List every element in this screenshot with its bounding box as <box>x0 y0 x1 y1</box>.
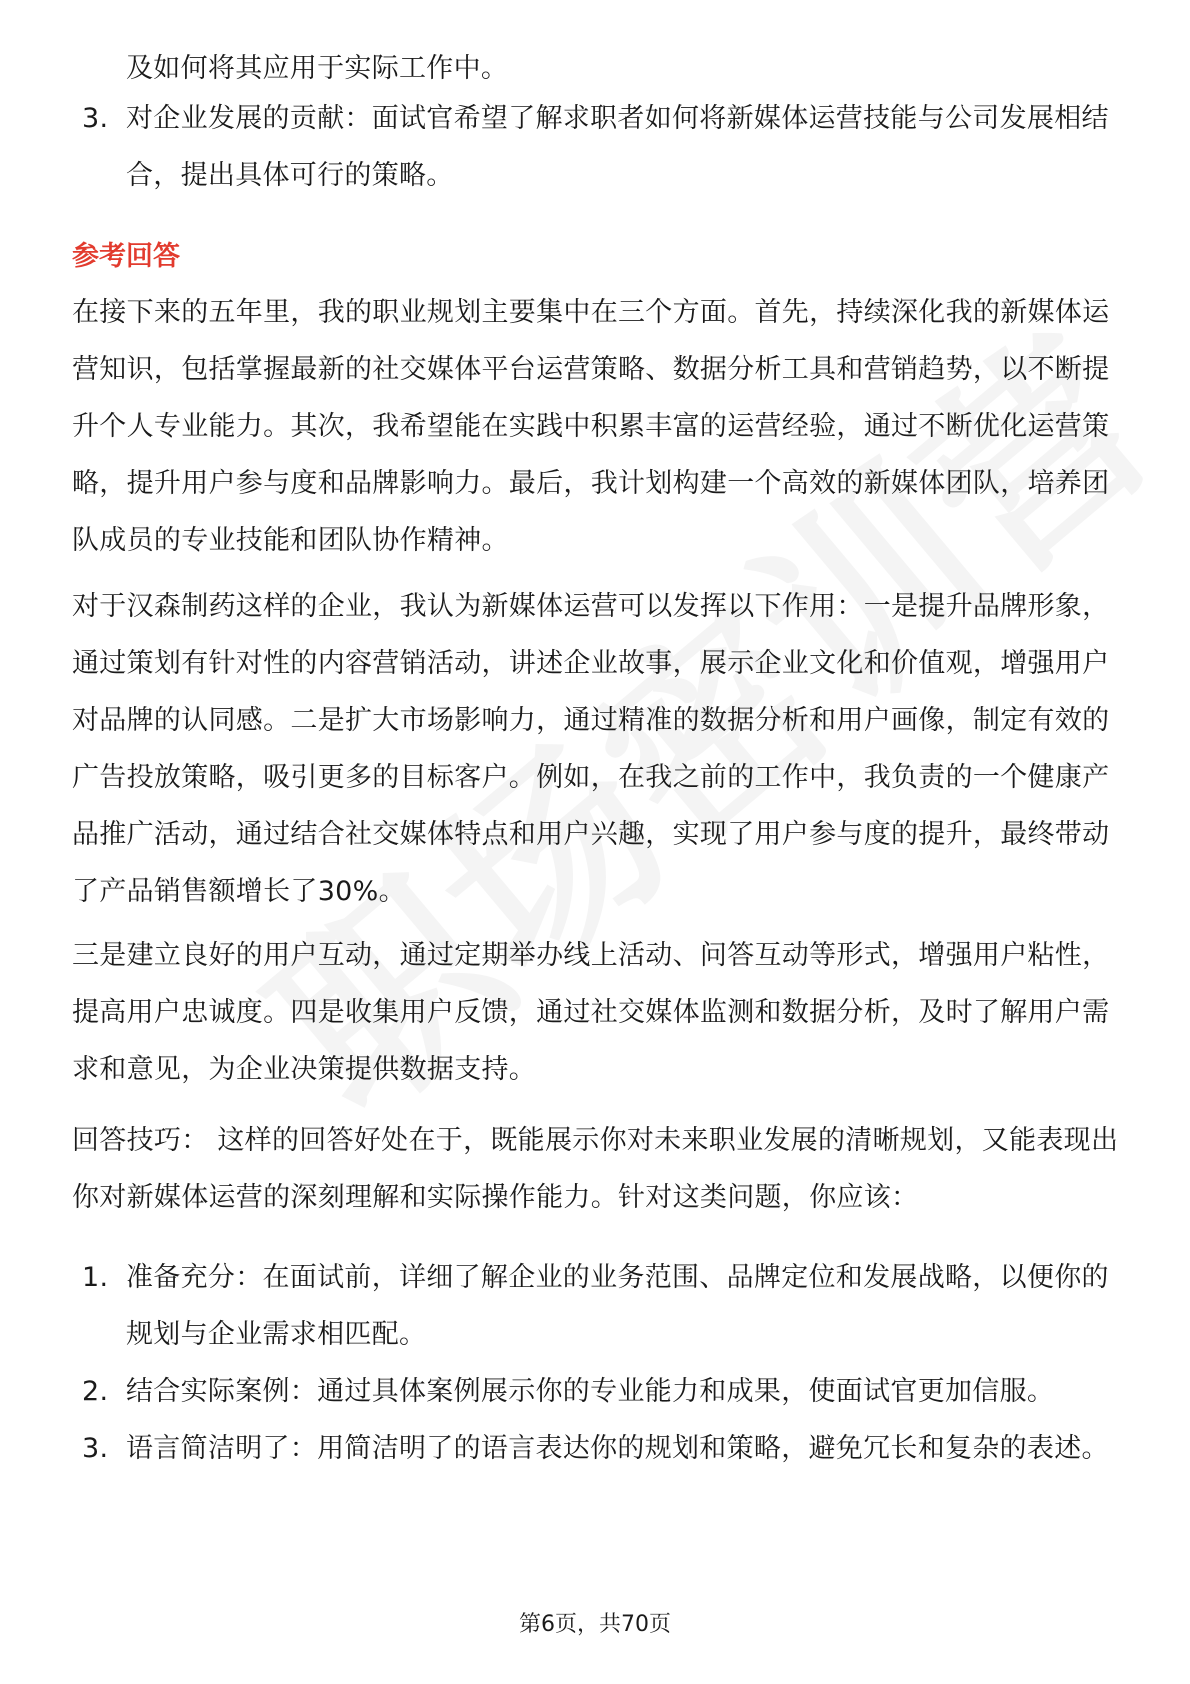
list-number: 1. <box>82 1262 109 1293</box>
question-points-list <box>82 90 1132 204</box>
answer-paragraph-2: 对于汉森制药这样的企业，我认为新媒体运营可以发挥以下作用：一是提升品牌形象，通过策划有针对性的内容营销活动，讲述企业故事，展示企业文化和价值观，增强用户对品牌的认同感。二是扩大市场影响力，通过精准的数据分析和用户画像，制定有效的广告投放策略，吸引更多的目标客户。例如，在我之前的工作中，我负责的一个健康产品推广活动，通过结合社交媒体特点和用户兴趣，实现了用户参与度的提升，最终带动了产品销售额增长了30%。 <box>72 591 1110 907</box>
answer-paragraph-3: 三是建立良好的用户互动，通过定期举办线上活动、问答互动等形式，增强用户粘性，提高用户忠诚度。四是收集用户反馈，通过社交媒体监测和数据分析，及时了解用户需求和意见，为企业决策提供数据支持。 <box>72 940 1110 1085</box>
continuation-line: 及如何将其应用于实际工作中。 <box>126 53 509 84</box>
list-number: 3. <box>82 103 109 134</box>
tips-intro-paragraph: 回答技巧： 这样的回答好处在于，既能展示你对未来职业发展的清晰规划，又能表现出你对新媒体运营的深刻理解和实际操作能力。针对这类问题，你应该： <box>72 1125 1119 1213</box>
list-item <box>82 1363 1132 1420</box>
list-text: 语言简洁明了：用简洁明了的语言表达你的规划和策略，避免冗长和复杂的表述。 <box>126 1433 1109 1464</box>
page-footer: 第6页，共70页 <box>519 1612 671 1637</box>
list-number: 3. <box>82 1433 109 1464</box>
answer-paragraph-1: 在接下来的五年里，我的职业规划主要集中在三个方面。首先，持续深化我的新媒体运营知识，包括掌握最新的社交媒体平台运营策略、数据分析工具和营销趋势，以不断提升个人专业能力。其次，我希望能在实践中积累丰富的运营经验，通过不断优化运营策略，提升用户参与度和品牌影响力。最后，我计划构建一个高效的新媒体团队，培养团队成员的专业技能和团队协作精神。 <box>72 297 1110 556</box>
list-item <box>82 90 1132 204</box>
list-text: 结合实际案例：通过具体案例展示你的专业能力和成果，使面试官更加信服。 <box>126 1376 1055 1407</box>
list-item <box>82 1249 1132 1363</box>
list-text: 准备充分：在面试前，详细了解企业的业务范围、品牌定位和发展战略，以便你的规划与企业需求相匹配。 <box>126 1262 1109 1350</box>
tips-list <box>82 1249 1132 1477</box>
section-heading: 参考回答 <box>72 241 180 272</box>
list-text: 对企业发展的贡献：面试官希望了解求职者如何将新媒体运营技能与公司发展相结合，提出具体可行的策略。 <box>126 103 1109 191</box>
list-number: 2. <box>82 1376 109 1407</box>
list-item <box>82 1420 1132 1477</box>
